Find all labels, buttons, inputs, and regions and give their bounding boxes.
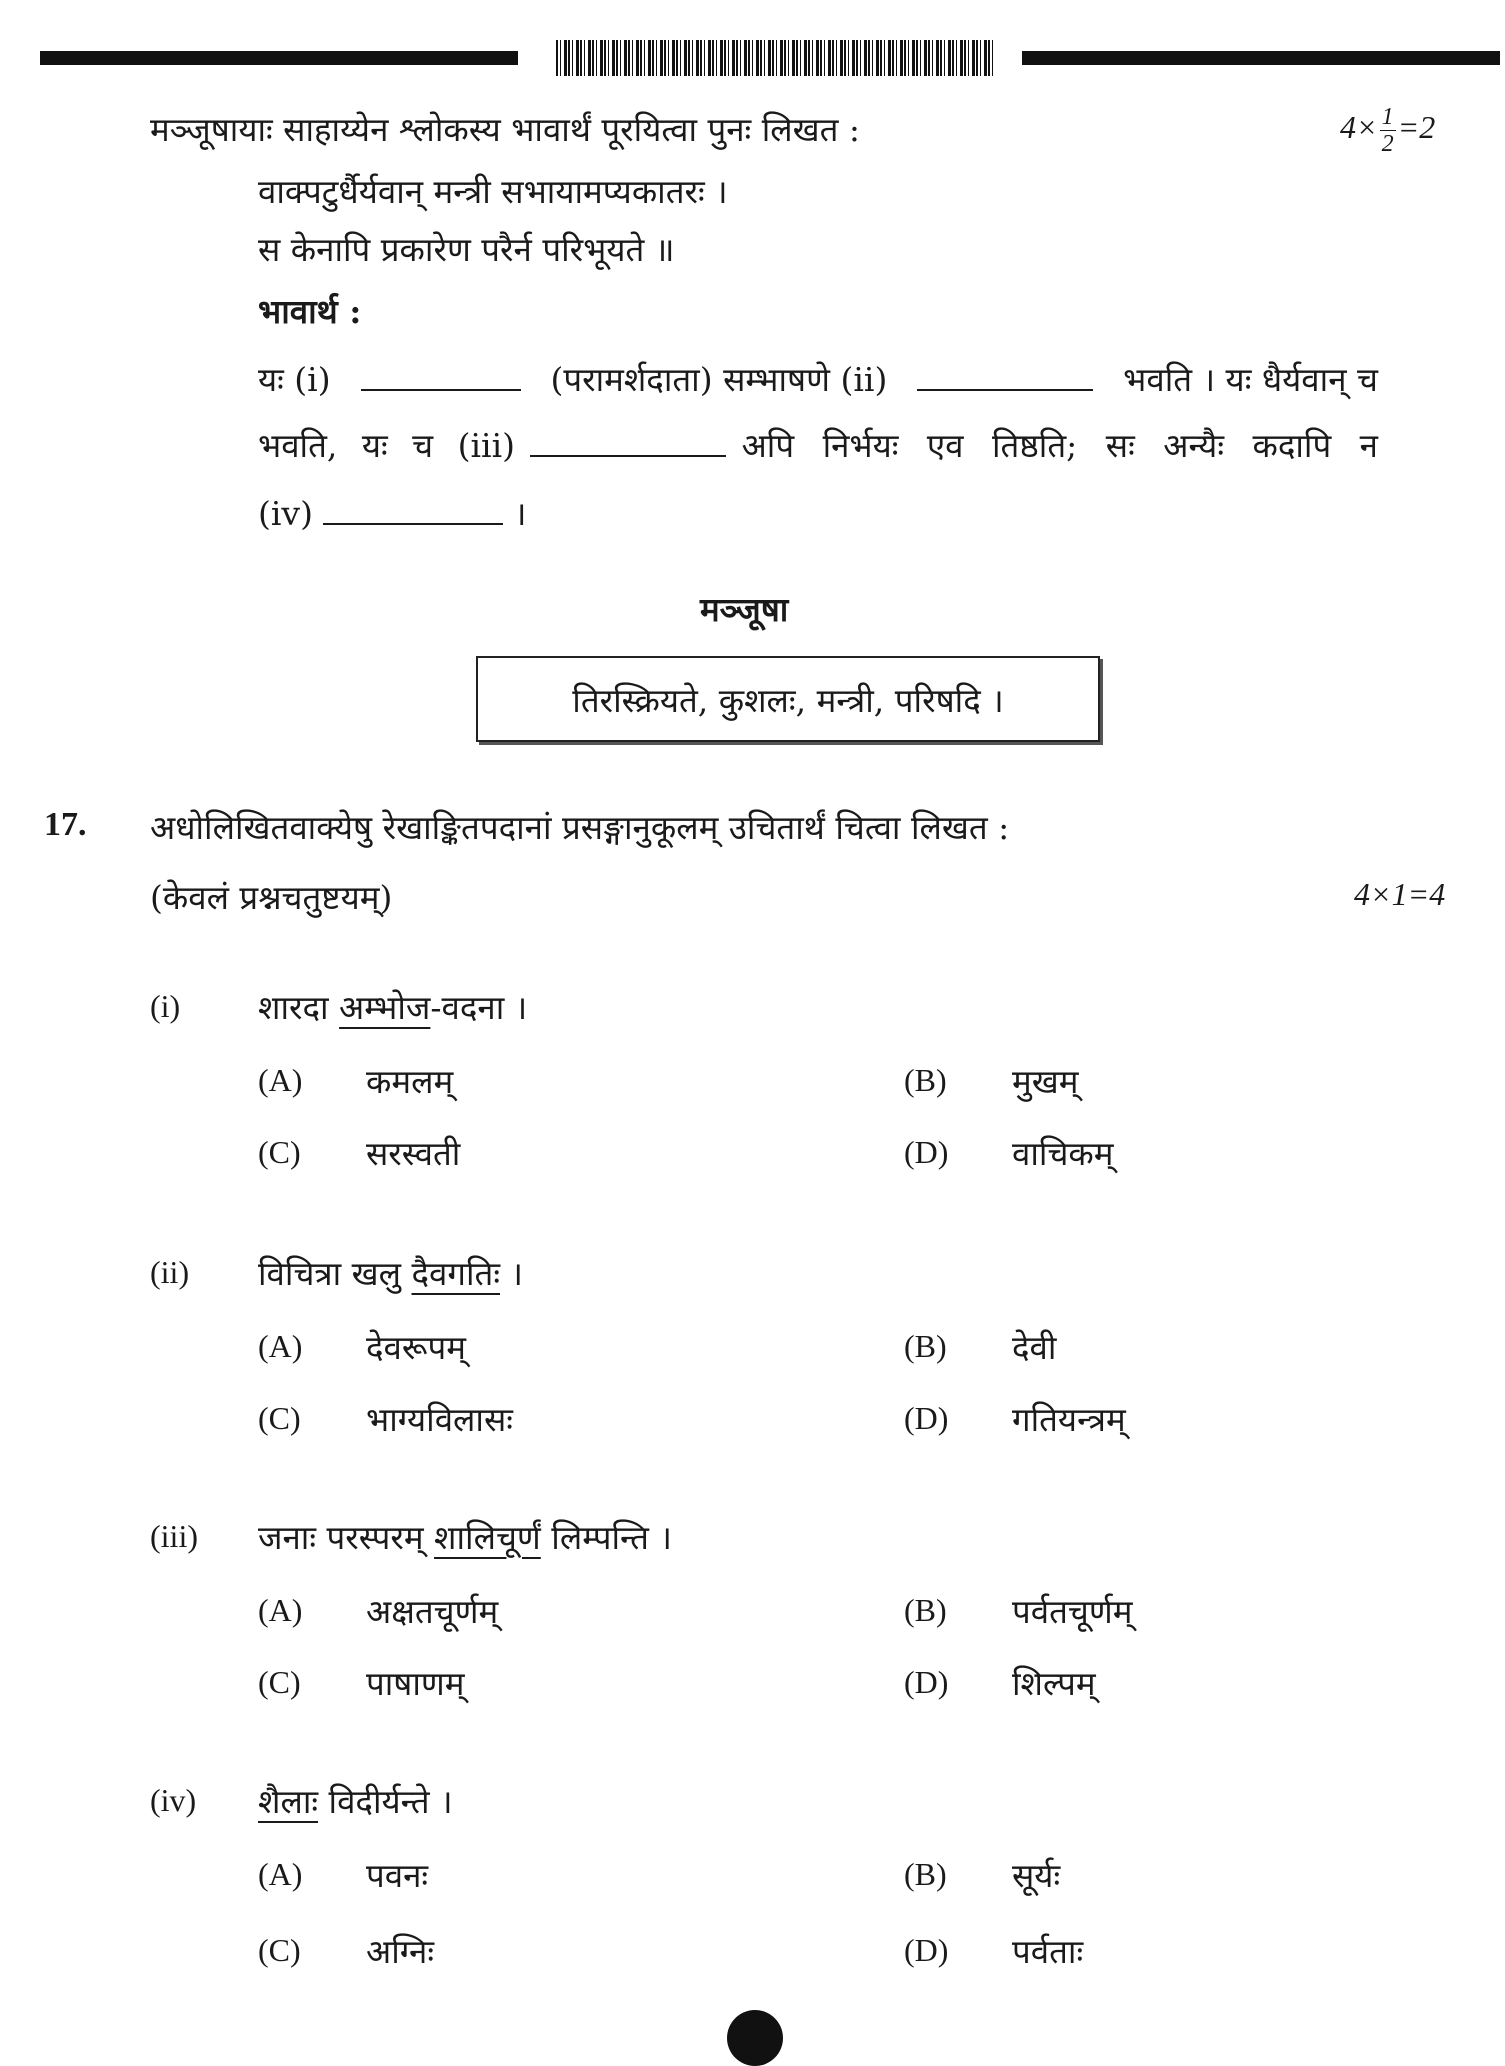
option-i-b[interactable]: मुखम् [1012,1062,1079,1101]
item-iii-number: (iii) [150,1518,198,1554]
option-iv-c[interactable]: अग्निः [366,1932,435,1971]
option-iv-a[interactable]: पवनः [366,1856,429,1895]
item-iv-sentence [258,1778,453,1823]
bhavarth-3b: । [513,494,527,533]
item-iv-underlined: शैलाः [258,1782,319,1821]
option-iii-d-key: (D) [904,1664,949,1700]
option-iv-b[interactable]: सूर्यः [1012,1856,1061,1895]
q16-marks-prefix: 4× [1340,108,1378,145]
header-rule-left [40,51,518,65]
option-ii-d[interactable]: गतियन्त्रम् [1012,1400,1126,1439]
item-iv-post: विदीर्यन्ते । [318,1782,453,1821]
item-iii-underlined: शालिचूर्णं [434,1518,541,1557]
blank-iii[interactable] [530,425,726,457]
item-iv-number: (iv) [150,1782,197,1818]
q16-marks-suffix: =2 [1397,108,1436,145]
option-ii-a-key: (A) [258,1328,303,1364]
q17-note: (केवलं प्रश्नचतुष्टयम्) [150,878,393,917]
blank-ii[interactable] [917,359,1093,391]
option-iii-a-key: (A) [258,1592,303,1628]
option-iii-c-key: (C) [258,1664,301,1700]
option-ii-c[interactable]: भाग्यविलासः [366,1400,513,1439]
manjusha-title: मञ्जूषा [700,590,789,629]
q16-marks-fraction [1380,104,1396,157]
item-ii-pre: विचित्रा खलु [258,1254,412,1293]
q17-marks: 4×1=4 [1354,876,1446,912]
header-rule-right [1022,51,1500,65]
option-i-a-key: (A) [258,1062,303,1098]
bhavarth-line-2 [258,422,1378,467]
bhavarth-1a: यः (i) [258,360,331,399]
manjusha-words: तिरस्क्रियते, कुशलः, मन्त्री, परिषदि । [572,680,1004,720]
q16-marks-num: 1 [1381,104,1394,130]
item-ii-underlined: दैवगतिः [411,1254,500,1293]
q16-marks-den: 2 [1381,131,1394,157]
option-i-d[interactable]: वाचिकम् [1012,1134,1114,1173]
option-iii-b-key: (B) [904,1592,947,1628]
bhavarth-2b: अपि निर्भयः एव तिष्ठति; सः अन्यैः कदापि न [741,426,1378,465]
option-ii-b-key: (B) [904,1328,947,1364]
option-ii-c-key: (C) [258,1400,301,1436]
option-iv-a-key: (A) [258,1856,303,1892]
item-i-sentence [258,984,527,1029]
option-iii-a[interactable]: अक्षतचूर्णम् [366,1592,499,1631]
item-i-pre: शारदा [258,988,340,1027]
option-iv-b-key: (B) [904,1856,947,1892]
blank-iv[interactable] [323,493,503,525]
item-iii-post: लिम्पन्ति । [540,1518,672,1557]
blank-i[interactable] [361,359,521,391]
option-iv-d[interactable]: पर्वताः [1012,1932,1084,1971]
item-ii-post: । [500,1254,523,1293]
item-i-underlined: अम्भोज [339,988,431,1027]
item-ii-sentence [258,1250,523,1295]
option-i-c-key: (C) [258,1134,301,1170]
barcode [556,40,996,76]
option-ii-a[interactable]: देवरूपम् [366,1328,466,1367]
q16-marks [1340,104,1435,157]
bhavarth-1b: (परामर्शदाता) सम्भाषणे (ii) [550,360,888,399]
shloka-line-1: वाक्पटुर्धैर्यवान् मन्त्री सभायामप्यकातरः । [258,172,728,211]
item-iii-pre: जनाः परस्परम् [258,1518,435,1557]
manjusha-box [476,656,1100,742]
option-iii-c[interactable]: पाषाणम् [366,1664,465,1703]
option-ii-b[interactable]: देवी [1012,1328,1057,1367]
q16-instruction: मञ्जूषायाः साहाय्येन श्लोकस्य भावार्थं पूरयित्वा पुनः लिखत : [150,110,861,149]
option-iii-b[interactable]: पर्वतचूर्णम् [1012,1592,1133,1631]
option-i-b-key: (B) [904,1062,947,1098]
option-i-d-key: (D) [904,1134,949,1170]
bhavarth-1c: भवति । यः धैर्यवान् च [1123,360,1378,399]
bhavarth-line-1 [258,356,1378,401]
option-iii-d[interactable]: शिल्पम् [1012,1664,1096,1703]
page-number-marker [727,2010,783,2066]
option-iv-c-key: (C) [258,1932,301,1968]
option-i-c[interactable]: सरस्वती [366,1134,461,1173]
option-iv-d-key: (D) [904,1932,949,1968]
item-i-post: -वदना । [430,988,528,1027]
item-iii-sentence [258,1514,672,1559]
bhavarth-3a: (iv) [258,494,313,533]
bhavarth-line-3 [258,490,526,535]
option-i-a[interactable]: कमलम् [366,1062,454,1101]
bhavarth-label: भावार्थ : [258,292,362,331]
item-ii-number: (ii) [150,1254,190,1290]
bhavarth-2a: भवति, यः च (iii) [258,426,516,465]
item-i-number: (i) [150,988,181,1024]
shloka-line-2: स केनापि प्रकारेण परैर्न परिभूयते ॥ [258,230,675,269]
q17-number: 17. [44,806,87,843]
option-ii-d-key: (D) [904,1400,949,1436]
q17-instruction: अधोलिखितवाक्येषु रेखाङ्कितपदानां प्रसङ्गानुकूलम् उचितार्थं चित्वा लिखत : [150,808,1010,847]
